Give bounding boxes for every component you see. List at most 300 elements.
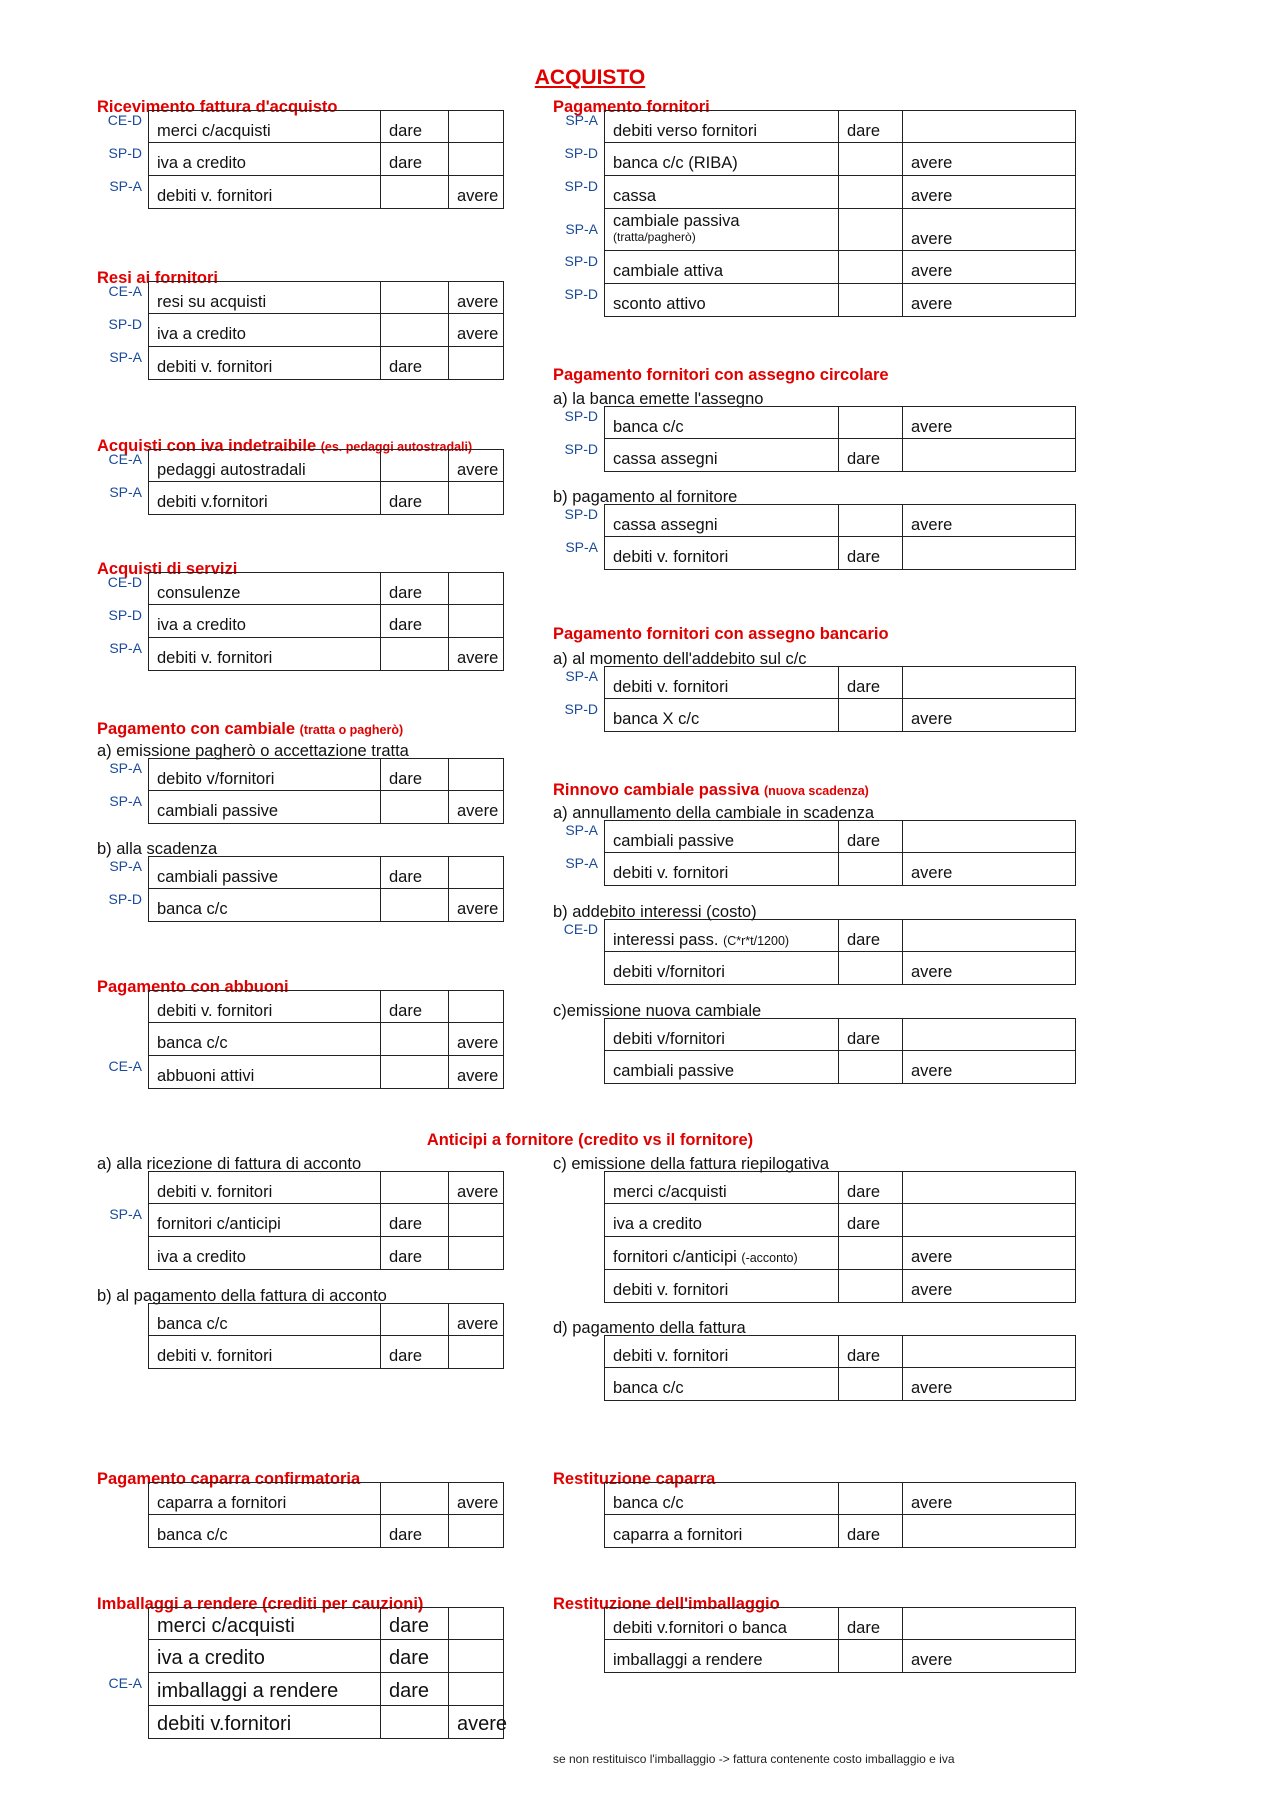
account-type-code: SP-A	[109, 858, 142, 874]
journal-entry-table	[109, 758, 504, 824]
account-name: banca c/c	[157, 1315, 228, 1333]
journal-entry-table	[564, 666, 1076, 732]
step-label: b) al pagamento della fattura di acconto	[97, 1287, 387, 1305]
table-row	[604, 1237, 1076, 1270]
dare-cell	[839, 251, 903, 284]
journal-entry-table	[604, 1018, 1076, 1084]
table-row	[148, 990, 504, 1023]
account-type-code: SP-D	[564, 701, 598, 717]
avere-cell: avere	[911, 261, 953, 280]
account-name: debiti v. fornitori	[613, 1347, 729, 1365]
account-cell	[149, 889, 381, 922]
section-title-text: Pagamento con cambiale	[97, 720, 296, 738]
avere-cell: avere	[911, 709, 953, 728]
account-cell	[149, 482, 381, 515]
account-type-code: SP-D	[108, 891, 142, 907]
account-type-code: SP-D	[564, 441, 598, 457]
row-cells	[604, 919, 1076, 952]
dare-cell	[839, 1483, 903, 1514]
dare-cell	[381, 1304, 449, 1335]
account-name: cambiali passive	[613, 1061, 735, 1080]
section-title-text: Acquisti di servizi	[97, 560, 238, 578]
dare-cell: dare	[839, 1515, 903, 1548]
dare-cell	[839, 1368, 903, 1401]
account-name: imballaggi a rendere	[157, 1679, 339, 1702]
row-cells	[148, 346, 504, 381]
section-title-assegno_bancario	[553, 622, 889, 646]
account-name: caparra a fornitori	[613, 1525, 743, 1544]
table-row	[564, 176, 1076, 209]
account-name: banca c/c	[157, 899, 228, 918]
row-cells	[148, 990, 504, 1023]
account-type-code: CE-A	[108, 451, 142, 467]
account-cell	[149, 573, 381, 604]
table-row	[108, 1673, 504, 1706]
account-name: debiti verso fornitori	[613, 122, 757, 140]
row-cells	[148, 758, 504, 791]
avere-cell: avere	[911, 516, 953, 534]
account-name: consulenze	[157, 584, 241, 602]
account-name: iva a credito	[157, 615, 246, 634]
account-cell	[149, 1204, 381, 1237]
account-name: iva a credito	[157, 1247, 246, 1266]
account-cell	[605, 251, 839, 284]
section-title-text: Imballaggi a rendere (crediti per cauzioni)	[97, 1595, 424, 1613]
account-cell	[605, 1368, 839, 1401]
dare-cell: dare	[839, 537, 903, 570]
row-cells	[604, 1269, 1076, 1304]
account-cell	[605, 1237, 839, 1270]
section-title-text: Pagamento con abbuoni	[97, 978, 289, 996]
account-name: cassa assegni	[613, 516, 718, 534]
journal-entry-table	[109, 1171, 504, 1270]
account-type-code: SP-D	[108, 145, 142, 161]
account-cell	[149, 1172, 381, 1203]
account-cell	[149, 1023, 381, 1056]
table-row	[564, 251, 1076, 284]
table-row	[604, 1018, 1076, 1051]
table-row	[109, 347, 504, 380]
row-cells	[604, 208, 1076, 252]
avere-cell	[449, 1608, 503, 1639]
account-type-code: CE-D	[107, 574, 142, 590]
dare-cell: dare	[381, 1608, 449, 1639]
account-name: debiti v. fornitori	[613, 678, 729, 696]
account-name: banca c/c	[613, 1378, 684, 1397]
row-cells	[604, 1018, 1076, 1051]
table-row	[604, 952, 1076, 985]
avere-cell	[903, 1336, 1075, 1367]
dare-cell	[381, 791, 449, 824]
account-name: cassa assegni	[613, 449, 718, 468]
account-cell	[149, 111, 381, 142]
account-cell	[149, 282, 381, 313]
row-cells	[604, 1335, 1076, 1368]
row-cells	[148, 1203, 504, 1238]
section-title-text: Acquisti con iva indetraibile	[97, 437, 317, 455]
account-cell	[149, 605, 381, 638]
avere-cell: avere	[911, 1247, 953, 1266]
account-name: debiti v. fornitori	[157, 648, 273, 667]
dare-cell: dare	[381, 1237, 449, 1270]
account-name: debiti v. fornitori	[157, 1183, 273, 1201]
journal-entry-table	[108, 856, 504, 922]
table-row	[108, 889, 504, 922]
avere-cell	[903, 1019, 1075, 1050]
table-row	[565, 853, 1076, 886]
step-label: b) addebito interessi (costo)	[553, 903, 757, 921]
row-cells	[604, 1514, 1076, 1549]
account-name: cambiali passive	[157, 868, 279, 886]
dare-cell	[381, 1483, 449, 1514]
row-cells	[604, 110, 1076, 143]
avere-cell	[903, 1172, 1075, 1203]
row-cells	[148, 481, 504, 516]
table-row	[604, 1368, 1076, 1401]
account-cell	[605, 439, 839, 472]
dare-cell: dare	[381, 857, 449, 888]
account-cell	[149, 1515, 381, 1548]
avere-cell: avere	[911, 186, 953, 205]
row-cells	[148, 1022, 504, 1057]
dare-cell	[381, 1706, 449, 1739]
row-cells	[604, 504, 1076, 537]
row-cells	[604, 142, 1076, 177]
table-row	[148, 1482, 504, 1515]
account-name: iva a credito	[613, 1214, 702, 1233]
account-type-code: SP-A	[565, 822, 598, 838]
step-label: b) alla scadenza	[97, 840, 218, 858]
table-row	[108, 605, 504, 638]
avere-cell: avere	[457, 293, 499, 311]
avere-cell	[449, 1204, 503, 1237]
account-name: banca c/c	[157, 1033, 228, 1052]
table-row	[604, 1335, 1076, 1368]
journal-entry-table	[108, 990, 504, 1089]
account-type-code: CE-A	[108, 283, 142, 299]
row-cells	[148, 449, 504, 482]
account-name: iva a credito	[157, 153, 246, 172]
row-cells	[604, 1482, 1076, 1515]
avere-cell	[903, 1204, 1075, 1237]
account-name: debiti v. fornitori	[157, 186, 273, 205]
account-cell	[605, 1270, 839, 1303]
account-note: (C*r*t/1200)	[723, 934, 790, 948]
table-row	[604, 1051, 1076, 1084]
table-row	[148, 1303, 504, 1336]
row-cells	[604, 438, 1076, 473]
table-row	[565, 537, 1076, 570]
table-row	[564, 504, 1076, 537]
section-title-text: Rinnovo cambiale passiva	[553, 781, 760, 799]
account-name: cambiali passive	[157, 801, 279, 820]
account-cell	[605, 1204, 839, 1237]
table-row	[565, 110, 1076, 143]
account-name: interessi pass.	[613, 931, 719, 949]
table-row	[565, 666, 1076, 699]
table-row	[564, 284, 1076, 317]
footnote: se non restituisco l'imballaggio -> fattura contenente costo imballaggio e iva	[553, 1752, 955, 1766]
account-cell	[605, 1336, 839, 1367]
step-label: c)emissione nuova cambiale	[553, 1002, 762, 1020]
account-cell	[149, 314, 381, 347]
section-title-anticipi	[0, 1128, 1180, 1152]
table-row	[604, 1270, 1076, 1303]
row-cells	[148, 856, 504, 889]
row-cells	[604, 852, 1076, 887]
section-title-text: Pagamento fornitori con assegno circolare	[553, 366, 889, 384]
account-type-code: SP-A	[109, 484, 142, 500]
dare-cell	[839, 407, 903, 438]
row-cells	[148, 1482, 504, 1515]
account-name: cambiale passiva	[613, 211, 740, 230]
account-type-code: SP-A	[565, 221, 598, 237]
table-row	[148, 1023, 504, 1056]
table-row	[108, 314, 504, 347]
dare-cell: dare	[381, 347, 449, 380]
avere-cell	[903, 1608, 1075, 1639]
account-cell	[149, 1673, 381, 1706]
row-cells	[604, 951, 1076, 986]
account-name: imballaggi a rendere	[613, 1650, 763, 1669]
account-type-code: CE-D	[563, 921, 598, 937]
account-name: sconto attivo	[613, 294, 706, 313]
section-title-text: Pagamento fornitori con assegno bancario	[553, 625, 889, 643]
row-cells	[148, 790, 504, 825]
account-type-code: SP-D	[564, 506, 598, 522]
row-cells	[604, 250, 1076, 285]
dare-cell	[839, 1051, 903, 1084]
table-row	[109, 482, 504, 515]
dare-cell: dare	[839, 439, 903, 472]
avere-cell	[903, 439, 1075, 472]
avere-cell	[449, 857, 503, 888]
table-row	[604, 1607, 1076, 1640]
account-type-code: SP-D	[108, 607, 142, 623]
row-cells	[148, 313, 504, 348]
journal-entry-table	[604, 1482, 1076, 1548]
account-cell	[605, 1483, 839, 1514]
journal-entry-table	[604, 1335, 1076, 1401]
dare-cell: dare	[381, 573, 449, 604]
account-cell	[149, 1304, 381, 1335]
avere-cell: avere	[911, 962, 953, 981]
account-name: cassa	[613, 186, 657, 205]
table-row	[109, 1204, 504, 1237]
account-cell	[605, 111, 839, 142]
avere-cell: avere	[457, 801, 499, 820]
avere-cell: avere	[911, 229, 953, 248]
dare-cell: dare	[839, 1172, 903, 1203]
account-type-code: SP-D	[564, 178, 598, 194]
account-type-code: SP-A	[109, 793, 142, 809]
avere-cell: avere	[457, 1712, 508, 1735]
account-name: fornitori c/anticipi	[157, 1214, 281, 1233]
table-row	[604, 1482, 1076, 1515]
row-cells	[148, 1171, 504, 1204]
table-row	[564, 406, 1076, 439]
account-cell	[149, 991, 381, 1022]
row-cells	[148, 175, 504, 210]
account-type-code: SP-A	[109, 1206, 142, 1222]
account-cell	[149, 1336, 381, 1369]
account-name: debiti v. fornitori	[157, 1346, 273, 1365]
dare-cell: dare	[381, 1336, 449, 1369]
step-label: a) alla ricezione di fattura di acconto	[97, 1155, 362, 1173]
account-cell	[149, 1706, 381, 1739]
row-cells	[148, 1514, 504, 1549]
account-cell	[149, 1483, 381, 1514]
step-label: a) emissione pagherò o accettazione tratta	[97, 742, 409, 760]
dare-cell	[839, 699, 903, 732]
account-type-code: SP-A	[565, 668, 598, 684]
avere-cell: avere	[457, 186, 499, 205]
dare-cell: dare	[381, 143, 449, 176]
avere-cell: avere	[911, 294, 953, 313]
table-row	[109, 791, 504, 824]
account-cell	[605, 699, 839, 732]
table-row	[604, 1640, 1076, 1673]
account-cell	[605, 537, 839, 570]
dare-cell: dare	[381, 991, 449, 1022]
table-row	[564, 143, 1076, 176]
avere-cell	[449, 347, 503, 380]
account-name: merci c/acquisti	[613, 1183, 727, 1201]
table-row	[148, 1336, 504, 1369]
dare-cell: dare	[381, 111, 449, 142]
account-cell	[605, 505, 839, 536]
table-row	[148, 1640, 504, 1673]
dare-cell	[839, 1237, 903, 1270]
table-row	[109, 758, 504, 791]
journal-entry-table	[564, 504, 1076, 570]
account-type-code: SP-D	[564, 408, 598, 424]
avere-cell: avere	[911, 1650, 953, 1669]
account-name: pedaggi autostradali	[157, 461, 306, 479]
row-cells	[148, 572, 504, 605]
account-cell	[605, 209, 839, 251]
row-cells	[604, 1367, 1076, 1402]
account-type-code: SP-A	[565, 112, 598, 128]
avere-cell: avere	[911, 863, 953, 882]
account-cell	[605, 143, 839, 176]
row-cells	[148, 281, 504, 314]
avere-cell	[449, 1237, 503, 1270]
dare-cell: dare	[839, 1608, 903, 1639]
row-cells	[604, 1236, 1076, 1271]
dare-cell: dare	[839, 1019, 903, 1050]
account-cell	[605, 1172, 839, 1203]
account-cell	[149, 857, 381, 888]
avere-cell: avere	[911, 1494, 953, 1512]
dare-cell: dare	[381, 759, 449, 790]
account-name: debiti v. fornitori	[157, 357, 273, 376]
section-title-note: (es. pedaggi autostradali)	[320, 440, 473, 454]
row-cells	[604, 536, 1076, 571]
account-name: debiti v/fornitori	[613, 962, 725, 981]
table-row	[148, 1607, 504, 1640]
account-name: iva a credito	[157, 324, 246, 343]
table-row	[148, 1515, 504, 1548]
account-name: merci c/acquisti	[157, 1615, 295, 1637]
account-name: debiti v. fornitori	[157, 1002, 273, 1020]
dare-cell	[381, 314, 449, 347]
row-cells	[148, 1705, 508, 1740]
account-type-code: SP-A	[565, 539, 598, 555]
row-cells	[148, 604, 504, 639]
account-cell	[605, 1515, 839, 1548]
dare-cell: dare	[839, 1336, 903, 1367]
avere-cell	[449, 1640, 503, 1673]
table-row	[604, 1515, 1076, 1548]
dare-cell	[381, 282, 449, 313]
dare-cell	[839, 209, 903, 251]
step-label: d) pagamento della fattura	[553, 1319, 746, 1337]
table-row	[148, 1237, 504, 1270]
account-cell	[149, 1608, 381, 1639]
table-row	[148, 1171, 504, 1204]
dare-cell	[381, 176, 449, 209]
row-cells	[604, 175, 1076, 210]
journal-entry-table	[108, 449, 504, 515]
table-row	[107, 572, 504, 605]
avere-cell	[449, 143, 503, 176]
row-cells	[604, 1639, 1076, 1674]
dare-cell	[839, 284, 903, 317]
step-label: a) la banca emette l'assegno	[553, 390, 764, 408]
account-cell	[605, 407, 839, 438]
dare-cell: dare	[381, 1515, 449, 1548]
account-name: debiti v/fornitori	[613, 1030, 725, 1048]
avere-cell: avere	[457, 1033, 499, 1052]
account-cell	[605, 1019, 839, 1050]
dare-cell	[839, 176, 903, 209]
dare-cell	[839, 143, 903, 176]
journal-entry-table	[604, 1171, 1076, 1303]
journal-entry-table	[148, 1303, 504, 1369]
account-name: banca c/c	[613, 1494, 684, 1512]
account-cell	[149, 1237, 381, 1270]
account-name: resi su acquisti	[157, 293, 267, 311]
avere-cell	[903, 1515, 1075, 1548]
row-cells	[148, 637, 504, 672]
avere-cell: avere	[457, 324, 499, 343]
table-row	[109, 638, 504, 671]
journal-entry-table	[108, 1607, 508, 1739]
account-note: (tratta/pagherò)	[613, 229, 696, 244]
section-title-text: Ricevimento fattura d'acquisto	[97, 98, 338, 116]
section-title-text: Pagamento fornitori	[553, 98, 710, 116]
avere-cell	[903, 821, 1075, 852]
account-name: debiti v.fornitori o banca	[613, 1619, 787, 1637]
table-row	[107, 110, 504, 143]
row-cells	[604, 1203, 1076, 1238]
dare-cell	[381, 1172, 449, 1203]
row-cells	[148, 142, 504, 177]
row-cells	[148, 1303, 504, 1336]
journal-entry-table	[107, 110, 504, 209]
avere-cell	[449, 482, 503, 515]
avere-cell	[449, 111, 503, 142]
row-cells	[604, 1171, 1076, 1204]
account-cell	[149, 450, 381, 481]
account-cell	[149, 143, 381, 176]
avere-cell: avere	[911, 1280, 953, 1299]
avere-cell	[449, 1336, 503, 1369]
account-cell	[605, 952, 839, 985]
account-name: merci c/acquisti	[157, 122, 271, 140]
dare-cell: dare	[381, 1204, 449, 1237]
